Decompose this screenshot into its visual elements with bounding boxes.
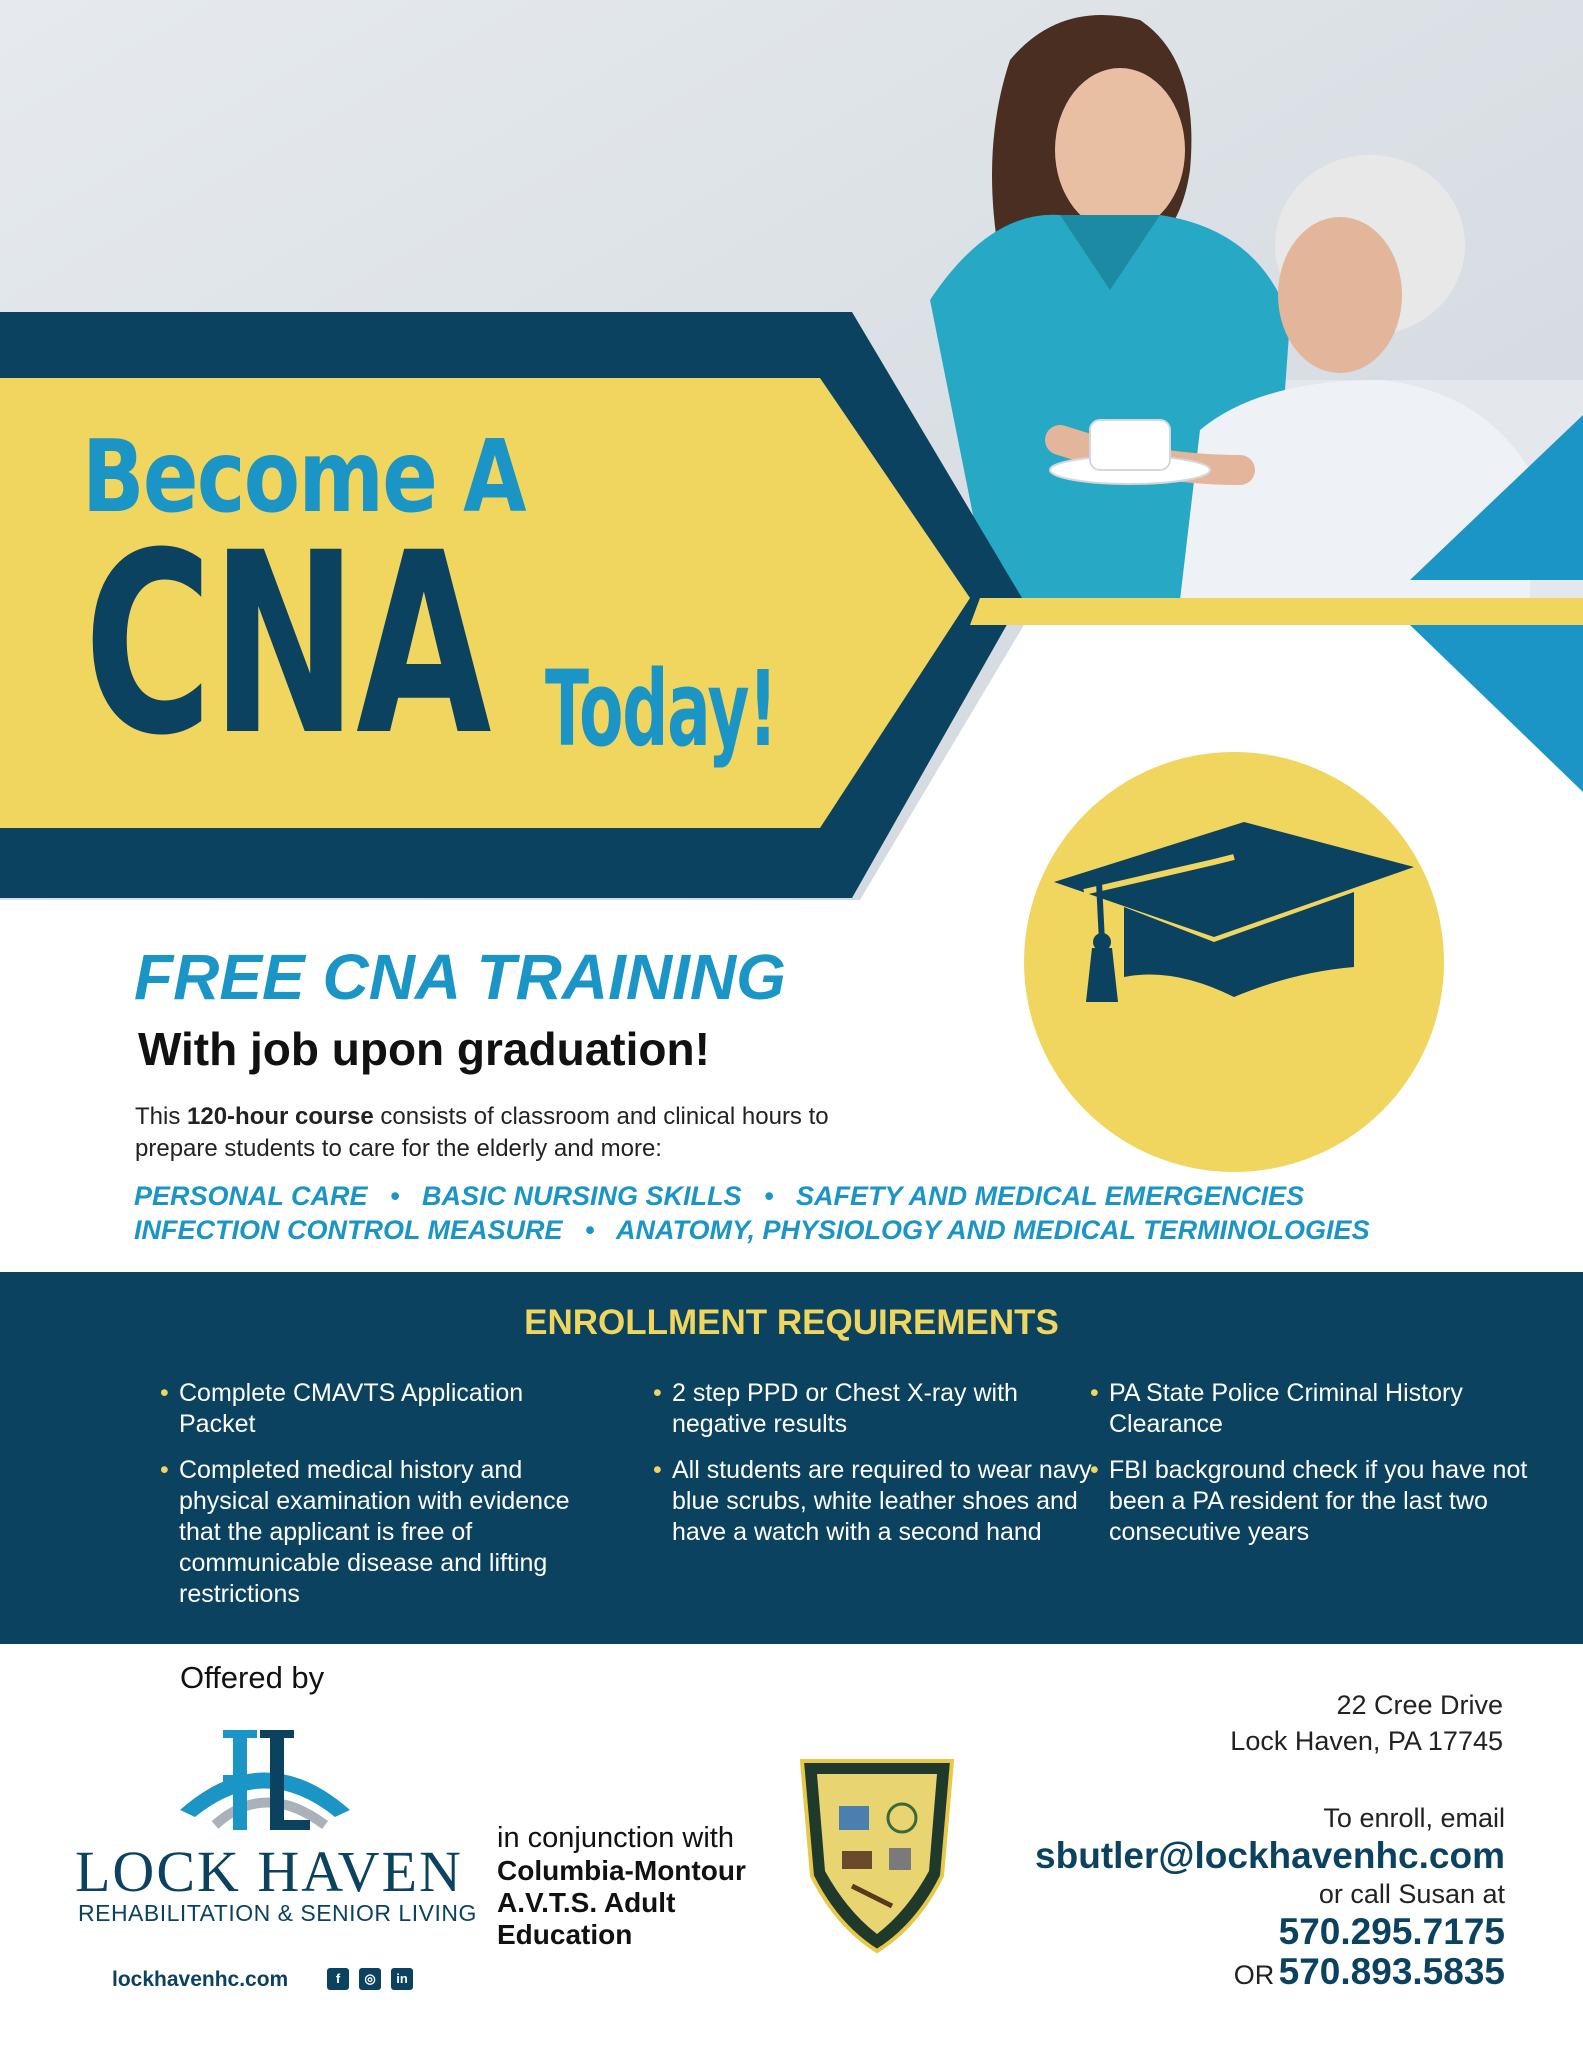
requirement-item: • Completed medical history and physical examination with evidence that the applicant is free of communicable disease and lifting restrictions <box>160 1455 600 1610</box>
phone-number-1[interactable]: 570.295.7175 <box>1278 1911 1505 1952</box>
linkedin-icon[interactable]: in <box>391 1968 413 1990</box>
logo-tagline: REHABILITATION & SENIOR LIVING <box>78 1900 477 1926</box>
logo-name: LOCK HAVEN <box>75 1839 463 1904</box>
intro-prefix: This <box>135 1103 188 1130</box>
requirement-item: • PA State Police Criminal History Clearance <box>1090 1378 1530 1440</box>
requirement-item: • All students are required to wear navy blue scrubs, white leather shoes and have a watch with a second hand <box>653 1455 1093 1548</box>
phone-number-2[interactable]: 570.893.5835 <box>1278 1951 1505 1992</box>
address-line: 22 Cree Drive <box>1336 1690 1503 1720</box>
topic: INFECTION CONTROL MEASURE <box>134 1215 563 1245</box>
requirements-title: ENROLLMENT REQUIREMENTS <box>524 1303 1059 1342</box>
conjunction-partner: Columbia-Montour A.V.T.S. Adult Education <box>497 1855 746 1950</box>
topic: BASIC NURSING SKILLS <box>422 1181 742 1211</box>
address-block <box>1100 1687 1503 1759</box>
call-text: or call Susan at <box>1318 1879 1505 1909</box>
enroll-text: To enroll, email <box>1323 1803 1505 1833</box>
topic: ANATOMY, PHYSIOLOGY AND MEDICAL TERMINOLOGIES <box>616 1215 1370 1245</box>
free-training-title: FREE CNA TRAINING <box>134 941 786 1013</box>
or-text: OR <box>1233 1960 1275 1990</box>
requirement-item: • 2 step PPD or Chest X-ray with negative results <box>653 1378 1093 1440</box>
intro-bold: 120-hour course <box>187 1103 374 1130</box>
requirement-item: • Complete CMAVTS Application Packet <box>160 1378 600 1440</box>
topic: SAFETY AND MEDICAL EMERGENCIES <box>796 1181 1305 1211</box>
subtitle: With job upon graduation! <box>138 1023 710 1075</box>
facebook-icon[interactable]: f <box>327 1968 349 1990</box>
instagram-icon[interactable]: ◎ <box>359 1968 381 1990</box>
topics-row-2 <box>134 1215 1370 1246</box>
conjunction-intro: in conjunction with <box>497 1822 734 1854</box>
headline-cna: CNA <box>84 499 491 790</box>
offered-by-label: Offered by <box>180 1660 325 1695</box>
intro-paragraph <box>135 1101 895 1165</box>
website-link[interactable]: lockhavenhc.com <box>112 1968 289 1991</box>
graduation-cap-icon <box>1024 752 1444 1172</box>
topic-separator: • <box>585 1215 595 1245</box>
email-link[interactable]: sbutler@lockhavenhc.com <box>1035 1835 1505 1876</box>
topics-row-1 <box>134 1181 1304 1212</box>
requirements-column <box>653 1378 1093 1563</box>
requirements-column <box>1090 1378 1530 1563</box>
lock-haven-logo-mark <box>175 1725 355 1850</box>
enroll-contact <box>900 1800 1505 1993</box>
headline-today: Today! <box>545 648 777 770</box>
headline-become: Become A <box>82 418 526 535</box>
requirement-item: • FBI background check if you have not been a PA resident for the last two consecutive years <box>1090 1455 1530 1548</box>
topic-separator: • <box>764 1181 774 1211</box>
address-line: Lock Haven, PA 17745 <box>1230 1726 1503 1756</box>
intro-suffix: consists of classroom and clinical hours to prepare students to care for the elderly and more: <box>135 1103 829 1162</box>
topic-separator: • <box>390 1181 400 1211</box>
requirements-column <box>160 1378 600 1625</box>
topic: PERSONAL CARE <box>134 1181 368 1211</box>
